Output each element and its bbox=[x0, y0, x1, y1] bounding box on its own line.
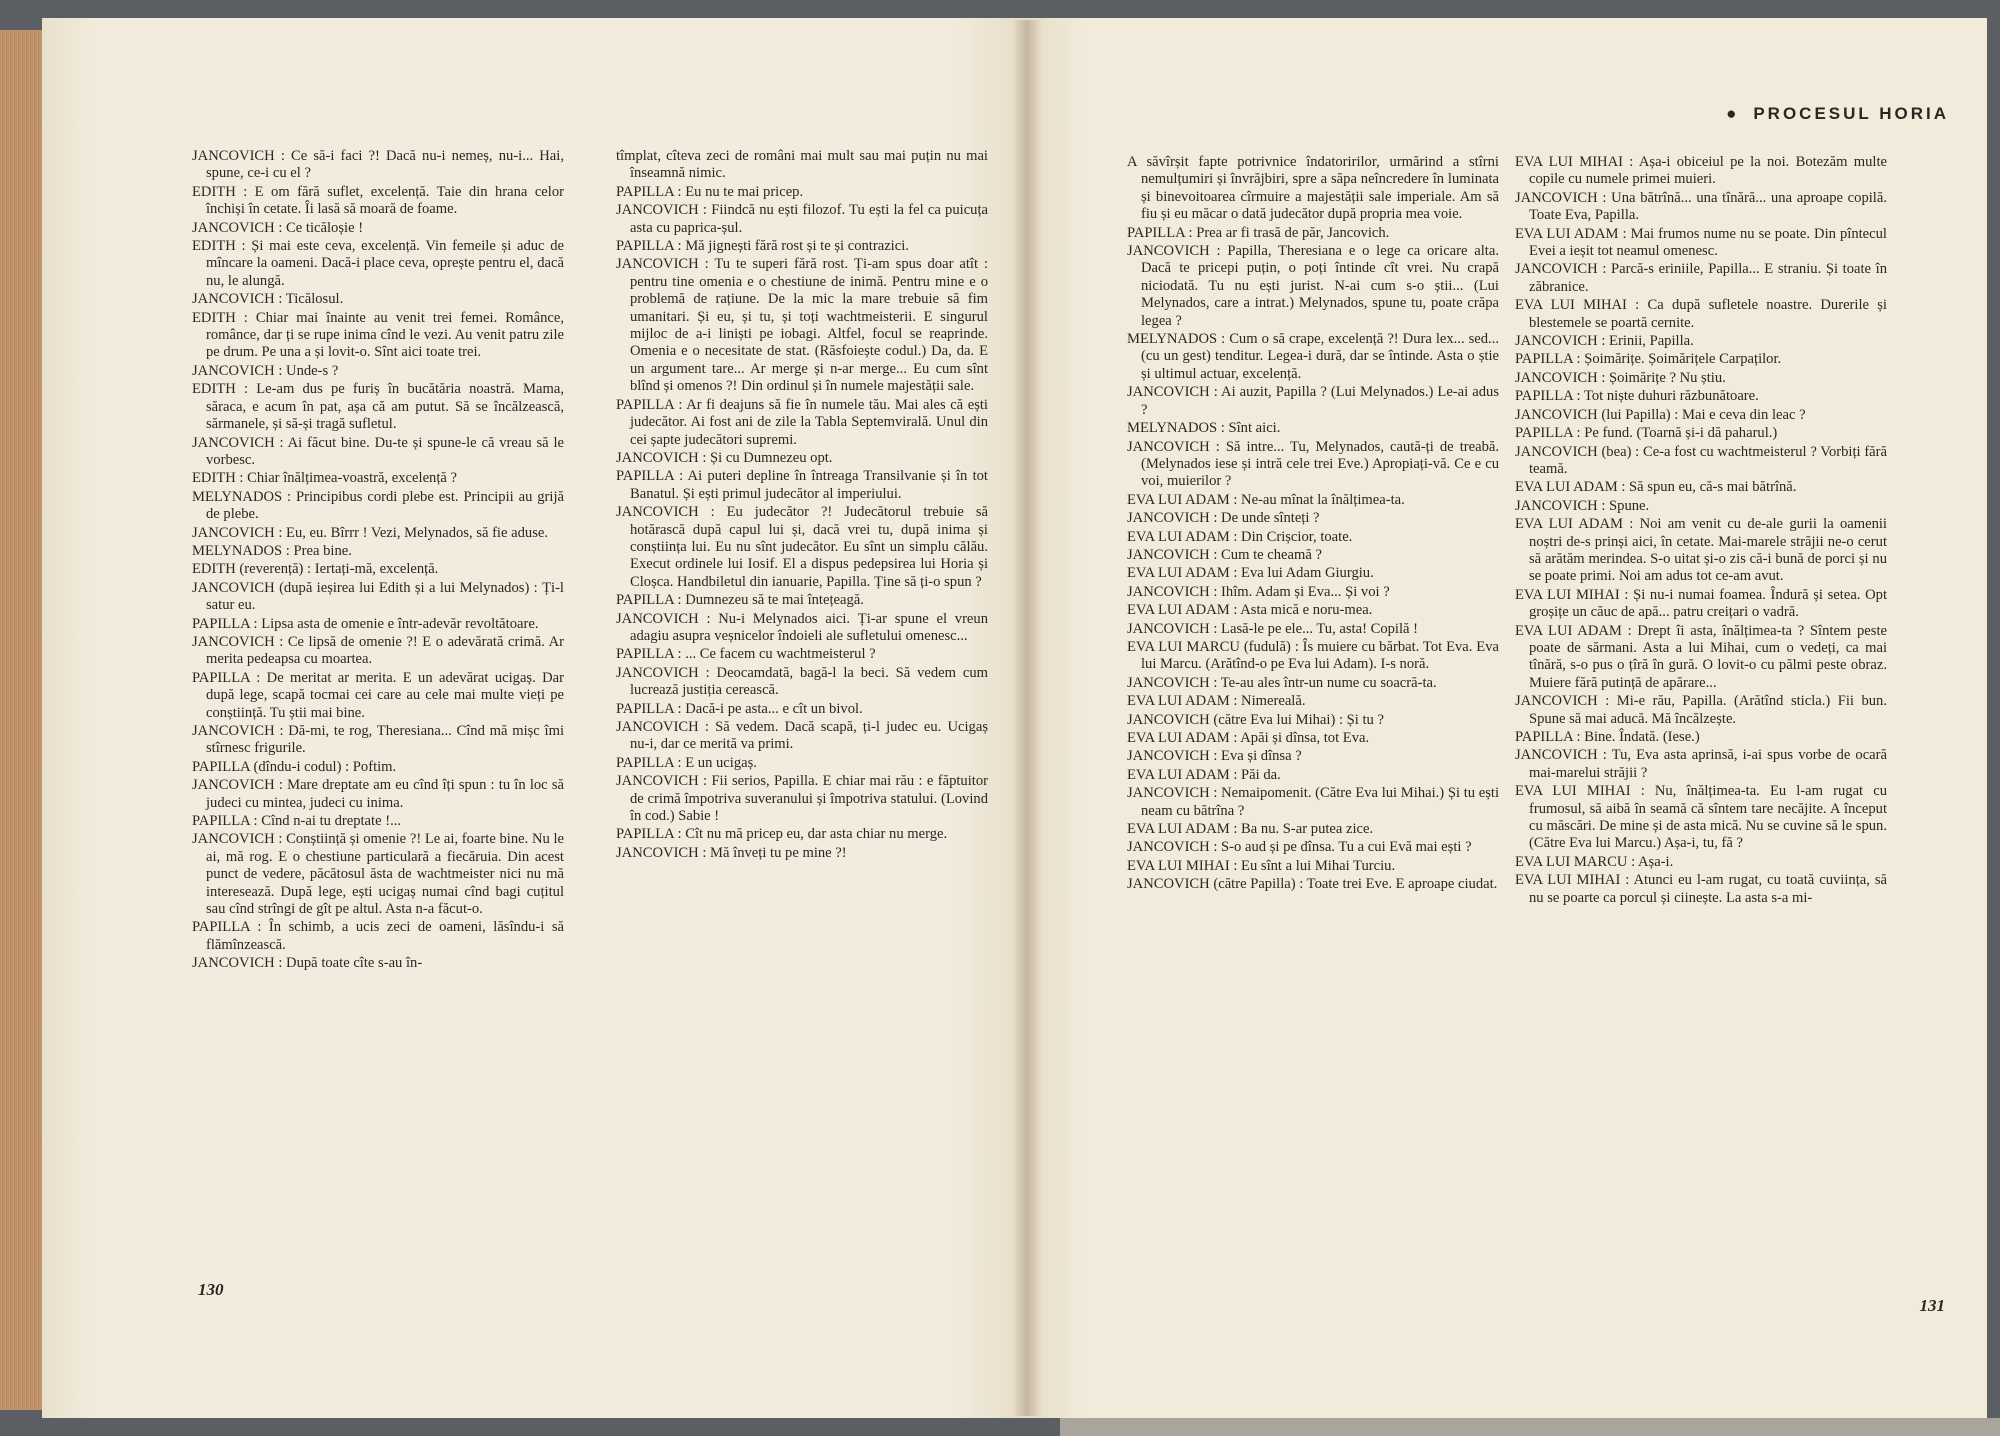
dialogue-line: PAPILLA : De meritat ar merita. E un adevărat ucigaș. Dar după lege, scapă tocmai cei care au cele mai multe vieți pe conștiință. Tu știi mai bine. bbox=[192, 669, 564, 721]
dialogue-line: PAPILLA : ... Ce facem cu wachtmeisterul ? bbox=[616, 646, 876, 663]
dialogue-line: JANCOVICH : Deocamdată, bagă-l la beci. Să vedem cum lucrează justiția cerească. bbox=[616, 664, 988, 699]
dialogue-line: EVA LUI ADAM : Drept îi asta, înălțimea-ta ? Sîntem peste poate de sărmani. Asta a lui Mihai, cum o vedeți, ca mai tînără, s-o pus o țîră în gură. O lovit-o cu pălmi peste obraz. Muiere fără putință de apărare... bbox=[1515, 622, 1887, 691]
dialogue-line: JANCOVICH : Ai făcut bine. Du-te și spune-le că vreau să le vorbesc. bbox=[192, 434, 564, 468]
dialogue-line: JANCOVICH : Fii serios, Papilla. E chiar mai rău : e făptuitor de crimă împotriva suveranului și împotriva statului. (Lovind în cod.) Sabie ! bbox=[616, 773, 988, 825]
dialogue-line: PAPILLA : Ar fi deajuns să fie în numele tău. Mai ales că ești judecător. Ai fost ani de zile la Tabla Septemvirală. Unul din cei șapte judecători supremi. bbox=[616, 396, 988, 448]
dialogue-line: PAPILLA : În schimb, a ucis zeci de oameni, lăsîndu-i să flămînzească. bbox=[192, 919, 564, 953]
running-header bbox=[1726, 104, 1949, 124]
dialogue-line: EVA LUI ADAM : Să spun eu, că-s mai bătrînă. bbox=[1515, 479, 1797, 496]
dialogue-line: EDITH : Și mai este ceva, excelență. Vin femeile și aduc de mîncare la oameni. Dacă-i place ceva, oprește pentru el, dacă nu, le alungă. bbox=[192, 238, 564, 289]
dialogue-line: PAPILLA : Bine. Îndată. (Iese.) bbox=[1515, 729, 1700, 745]
dialogue-line: JANCOVICH : Eu, eu. Bîrrr ! Vezi, Melynados, să fie aduse. bbox=[192, 524, 548, 541]
dialogue-line: JANCOVICH : Ihîm. Adam și Eva... Și voi ? bbox=[1127, 583, 1390, 600]
dialogue-line: MELYNADOS : Cum o să crape, excelență ?! Dura lex... sed... (cu un gest) tenditur. Legea-i dură, dar se întinde. Asta o știe și ultimul actuar, excelență. bbox=[1127, 331, 1499, 382]
dialogue-line: MELYNADOS : Principibus cordi plebe est. Principii au grijă de plebe. bbox=[192, 488, 564, 523]
dialogue-line: JANCOVICH : Fiindcă nu ești filozof. Tu ești la fel ca puicuța asta cu paprica-șul. bbox=[616, 202, 988, 236]
dialogue-line: JANCOVICH : Ticălosul. bbox=[192, 291, 344, 308]
dialogue-line: JANCOVICH : Tu, Eva asta aprinsă, i-ai spus vorbe de ocară mai-marelui străjii ? bbox=[1515, 747, 1887, 781]
left-page bbox=[42, 18, 1027, 1418]
dialogue-line: EVA LUI ADAM : Noi am venit cu de-ale gurii la oamenii noștri de-s prinși aici, în cetate. Mai-marele străjii ne-o cerut să arătăm merindea. S-o uitat și-o zis că-i bună de porci și nu se poate primi. Noi am adus tot ce-am avut. bbox=[1515, 516, 1887, 585]
dialogue-line: EDITH : Le-am dus pe furiș în bucătăria noastră. Mama, săraca, e acum în pat, așa că am putut. Să se încălzească, sărmanele, și să-și tragă sufletul. bbox=[192, 381, 564, 433]
dialogue-line: JANCOVICH : Papilla, Theresiana e o lege ca oricare alta. Dacă te pricepi puțin, o poți întinde cît vrei. Nu crapă niciodată. Tu nu ești jurist. N-ai cum s-o știi... (Lui Melynados, care a intrat.) Melynados, spune tu, poate crăpa legea ? bbox=[1127, 243, 1499, 329]
bullet-icon: ● bbox=[1726, 104, 1740, 123]
dialogue-line: JANCOVICH : Ce ticăloșie ! bbox=[192, 219, 364, 236]
left-column-2 bbox=[616, 148, 988, 863]
dialogue-line: JANCOVICH : Eu judecător ?! Judecătorul trebuie să hotărască după capul lui și, dacă vrei tu, după inima și conștiința lui. Eu nu sînt judecător. Eu sînt un simplu călău. Execut ordinele lui Iosif. El a dispus pedepsirea lui Horia și Cloșca. Handbiletul din ianuarie, Papilla. Ține să ți-o spun ? bbox=[616, 504, 988, 590]
dialogue-line: EDITH (reverență) : Iertați-mă, excelență. bbox=[192, 561, 439, 578]
dialogue-line: JANCOVICH : Lasă-le pe ele... Tu, asta! Copilă ! bbox=[1127, 620, 1419, 637]
dialogue-line: JANCOVICH : Și cu Dumnezeu opt. bbox=[616, 449, 833, 466]
dialogue-line: EVA LUI ADAM : Păi da. bbox=[1127, 766, 1281, 783]
dialogue-line: PAPILLA : Prea ar fi trasă de păr, Jancovich. bbox=[1127, 224, 1390, 241]
dialogue-line: EDITH : Chiar înălțimea-voastră, excelență ? bbox=[192, 470, 458, 487]
dialogue-line: EVA LUI ADAM : Mai frumos nume nu se poate. Din pîntecul Evei a ieșit tot neamul omenesc. bbox=[1515, 225, 1887, 260]
dialogue-line: EVA LUI ADAM : Ne-au mînat la înălțimea-ta. bbox=[1127, 491, 1405, 508]
dialogue-line: MELYNADOS : Sînt aici. bbox=[1127, 420, 1281, 437]
dialogue-line: PAPILLA : Tot niște duhuri răzbunătoare. bbox=[1515, 388, 1759, 405]
dialogue-line: EVA LUI ADAM : Apăi și dînsa, tot Eva. bbox=[1127, 730, 1370, 746]
dialogue-line: PAPILLA : E un ucigaș. bbox=[616, 754, 757, 771]
right-column-1 bbox=[1127, 154, 1499, 895]
dialogue-line: JANCOVICH : Parcă-s eriniile, Papilla... E straniu. Și toate în zăbranice. bbox=[1515, 261, 1887, 295]
dialogue-line: JANCOVICH (după ieșirea lui Edith și a lui Melynados) : Ți-l satur eu. bbox=[192, 579, 564, 614]
dialogue-line: JANCOVICH : Conștiință și omenie ?! Le ai, foarte bine. Nu le ai, mă rog. E o chestiune particulară a fiecăruia. Din acest punct de vedere, păcătosul ăsta de wachtmeister nici nu mă interesează. După lege, ești ucigaș numai cînd bagi cuțitul sau cînd strîngi de gît pe altul. Asta n-a făcut-o. bbox=[192, 831, 564, 918]
dialogue-line: EVA LUI MIHAI : Ca după sufletele noastre. Durerile și blestemele se poartă cernite. bbox=[1515, 297, 1887, 331]
dialogue-line: EVA LUI MARCU : Așa-i. bbox=[1515, 853, 1674, 870]
dialogue-line: JANCOVICH : După toate cîte s-au în- bbox=[192, 955, 423, 972]
left-column-1 bbox=[192, 148, 564, 974]
dialogue-line: EVA LUI MIHAI : Și nu-i numai foamea. Îndură și setea. Opt groșițe un căuc de apă... patru creițari o vadră. bbox=[1515, 586, 1887, 621]
dialogue-line: EVA LUI ADAM : Eva lui Adam Giurgiu. bbox=[1127, 565, 1374, 582]
dialogue-line: EVA LUI ADAM : Ba nu. S-ar putea zice. bbox=[1127, 821, 1374, 838]
dialogue-line: EVA LUI ADAM : Nimereală. bbox=[1127, 693, 1306, 710]
dialogue-line: EVA LUI ADAM : Asta mică e noru-mea. bbox=[1127, 602, 1373, 619]
dialogue-line: PAPILLA : Dumnezeu să te mai întețeagă. bbox=[616, 592, 864, 609]
page-number-right: 131 bbox=[1919, 1296, 1945, 1315]
dialogue-line: JANCOVICH (lui Papilla) : Mai e ceva din leac ? bbox=[1515, 406, 1806, 423]
dialogue-line: EDITH : E om fără suflet, excelență. Taie din hrana celor închiși în cetate. Îi lasă să moară de foame. bbox=[192, 183, 564, 218]
page-edges bbox=[0, 30, 44, 1410]
dialogue-line: JANCOVICH : Mare dreptate am eu cînd îți spun : tu în loc să judeci cu mintea, judeci cu inima. bbox=[192, 777, 564, 811]
dialogue-line: JANCOVICH : Dă-mi, te rog, Theresiana... Cînd mă mișc îmi stîrnesc frigurile. bbox=[192, 723, 564, 757]
page-number-left: 130 bbox=[198, 1280, 224, 1299]
dialogue-line: JANCOVICH : Spune. bbox=[1515, 497, 1650, 514]
right-column-2 bbox=[1515, 154, 1887, 908]
dialogue-line: JANCOVICH (către Papilla) : Toate trei Eve. E aproape ciudat. bbox=[1127, 876, 1498, 893]
dialogue-line: JANCOVICH (bea) : Ce-a fost cu wachtmeisterul ? Vorbiți fără teamă. bbox=[1515, 443, 1887, 477]
right-page bbox=[1027, 18, 1987, 1418]
dialogue-line: JANCOVICH : Te-au ales într-un nume cu soacră-ta. bbox=[1127, 674, 1437, 691]
dialogue-line: PAPILLA : Mă jignești fără rost și te și contrazici. bbox=[616, 238, 909, 255]
dialogue-line: EVA LUI MARCU (fudulă) : Îs muiere cu bărbat. Tot Eva. Eva lui Marcu. (Arătînd-o pe Eva lui Adam). I-s noră. bbox=[1127, 638, 1499, 673]
dialogue-line: JANCOVICH : Eva și dînsa ? bbox=[1127, 748, 1302, 765]
dialogue-line: EDITH : Chiar mai înainte au venit trei femei. Românce, românce, dar ți se rupe inima cînd le vezi. Au venit patru zile pe drum. Pe una a și lovit-o. Sînt aici toate trei. bbox=[192, 309, 564, 361]
dialogue-line: EVA LUI MIHAI : Atunci eu l-am rugat, cu toată cuviința, să nu se poarte ca porcul și ciinește. La asta s-a mi- bbox=[1515, 872, 1887, 906]
header-title: PROCESUL HORIA bbox=[1753, 104, 1949, 123]
dialogue-line: JANCOVICH : Mi-e rău, Papilla. (Arătînd sticla.) Fii bun. Spune să mai aducă. Mă încălzește. bbox=[1515, 693, 1887, 727]
dialogue-line: PAPILLA : Ai puteri depline în întreaga Transilvanie și în tot Banatul. Și ești primul judecător al imperiului. bbox=[616, 468, 988, 502]
dialogue-line: PAPILLA : Șoimărițe. Șoimărițele Carpaților. bbox=[1515, 351, 1782, 368]
dialogue-line: JANCOVICH : Nemaipomenit. (Către Eva lui Mihai.) Și tu ești neam cu bătrîna ? bbox=[1127, 785, 1499, 819]
dialogue-line: JANCOVICH : Mă înveți tu pe mine ?! bbox=[616, 844, 847, 861]
dialogue-line: PAPILLA : Pe fund. (Toarnă și-i dă paharul.) bbox=[1515, 425, 1778, 442]
dialogue-line: tîmplat, cîteva zeci de români mai mult sau mai puțin nu mai înseamnă nimic. bbox=[616, 148, 988, 182]
dialogue-line: JANCOVICH : Ce să-i faci ?! Dacă nu-i nemeș, nu-i... Hai, spune, ce-i cu el ? bbox=[192, 148, 564, 182]
dialogue-line: PAPILLA : Eu nu te mai pricep. bbox=[616, 183, 804, 200]
dialogue-line: JANCOVICH : Unde-s ? bbox=[192, 362, 339, 379]
dialogue-line: EVA LUI MIHAI : Nu, înălțimea-ta. Eu l-am rugat cu frumosul, să aibă în seamă că sîntem tare necăjite. A început cu măscări. De mine și de asta mică. Nu se cuvine să le spun. (Către Eva lui Marcu.) Așa-i, tu, fă ? bbox=[1515, 783, 1887, 852]
dialogue-line: JANCOVICH : Una bătrînă... una tînără... una aproape copilă. Toate Eva, Papilla. bbox=[1515, 189, 1887, 224]
dialogue-line: JANCOVICH : Ai auzit, Papilla ? (Lui Melynados.) Le-ai adus ? bbox=[1127, 384, 1499, 418]
dialogue-line: PAPILLA (dîndu-i codul) : Poftim. bbox=[192, 758, 397, 775]
dialogue-line: EVA LUI ADAM : Din Crișcior, toate. bbox=[1127, 528, 1353, 545]
dialogue-line: EVA LUI MIHAI : Eu sînt a lui Mihai Turciu. bbox=[1127, 857, 1396, 874]
dialogue-line: JANCOVICH : Tu te superi fără rost. Ți-am spus doar atît : pentru tine omenia e o chestiune de inimă. Pentru mine e o problemă de rațiune. De la mic la mare trebuie să fim umanitari. Și eu, și tu, și toți wachtmeisterii. E singurul mijloc de a-i liniști pe iobagi. Altfel, focul se reaprinde. Omenia e o necesitate de stat. (Răsfoiește codul.) Da, da. E un argument tare... Ar merge și n-ar merge... Eu cum sînt blînd și omenos ?! Din ordinul și în numele majestății sale. bbox=[616, 256, 988, 395]
dialogue-line: A săvîrșit fapte potrivnice îndatoririlor, urmărind a stîrni nemulțumiri și învrăjbiri, spre a săpa neîncredere în luminata și binevoitoarea cîrmuire a majestății sale imperiale. Am să fiu și eu măcar o dată judecător după propria mea voie. bbox=[1127, 154, 1499, 223]
dialogue-line: JANCOVICH (către Eva lui Mihai) : Și tu ? bbox=[1127, 711, 1384, 728]
dialogue-line: JANCOVICH : Șoimărițe ? Nu știu. bbox=[1515, 369, 1726, 386]
desk-surface bbox=[1060, 1418, 2000, 1436]
book-spine bbox=[1012, 20, 1042, 1416]
dialogue-line: JANCOVICH : Ce lipsă de omenie ?! E o adevărată crimă. Ar merita pedeapsa cu moartea. bbox=[192, 633, 564, 668]
dialogue-line: JANCOVICH : De unde sînteți ? bbox=[1127, 510, 1320, 527]
dialogue-line: JANCOVICH : Să intre... Tu, Melynados, caută-ți de treabă. (Melynados iese și intră cele trei Eve.) Apropiați-vă. Ce e cu voi, muierilor ? bbox=[1127, 438, 1499, 490]
dialogue-line: EVA LUI MIHAI : Așa-i obiceiul pe la noi. Botezăm multe copile cu numele primei muieri. bbox=[1515, 154, 1887, 188]
dialogue-line: JANCOVICH : Să vedem. Dacă scapă, ți-l judec eu. Ucigaș nu-i, dar ce merită va primi. bbox=[616, 719, 988, 753]
dialogue-line: MELYNADOS : Prea bine. bbox=[192, 542, 352, 559]
dialogue-line: PAPILLA : Lipsa asta de omenie e într-adevăr revoltătoare. bbox=[192, 615, 539, 632]
dialogue-line: JANCOVICH : Cum te cheamă ? bbox=[1127, 546, 1322, 563]
dialogue-line: JANCOVICH : Erinii, Papilla. bbox=[1515, 333, 1694, 350]
dialogue-line: JANCOVICH : Nu-i Melynados aici. Ți-ar spune el vreun adagiu asupra veșnicelor îndoieli ale sufletului omenesc... bbox=[616, 610, 988, 644]
dialogue-line: PAPILLA : Cît nu mă pricep eu, dar asta chiar nu merge. bbox=[616, 826, 948, 843]
dialogue-line: JANCOVICH : S-o aud și pe dînsa. Tu a cui Evă mai ești ? bbox=[1127, 839, 1472, 856]
dialogue-line: PAPILLA : Cînd n-ai tu dreptate !... bbox=[192, 813, 402, 830]
dialogue-line: PAPILLA : Dacă-i pe asta... e cît un bivol. bbox=[616, 700, 863, 717]
